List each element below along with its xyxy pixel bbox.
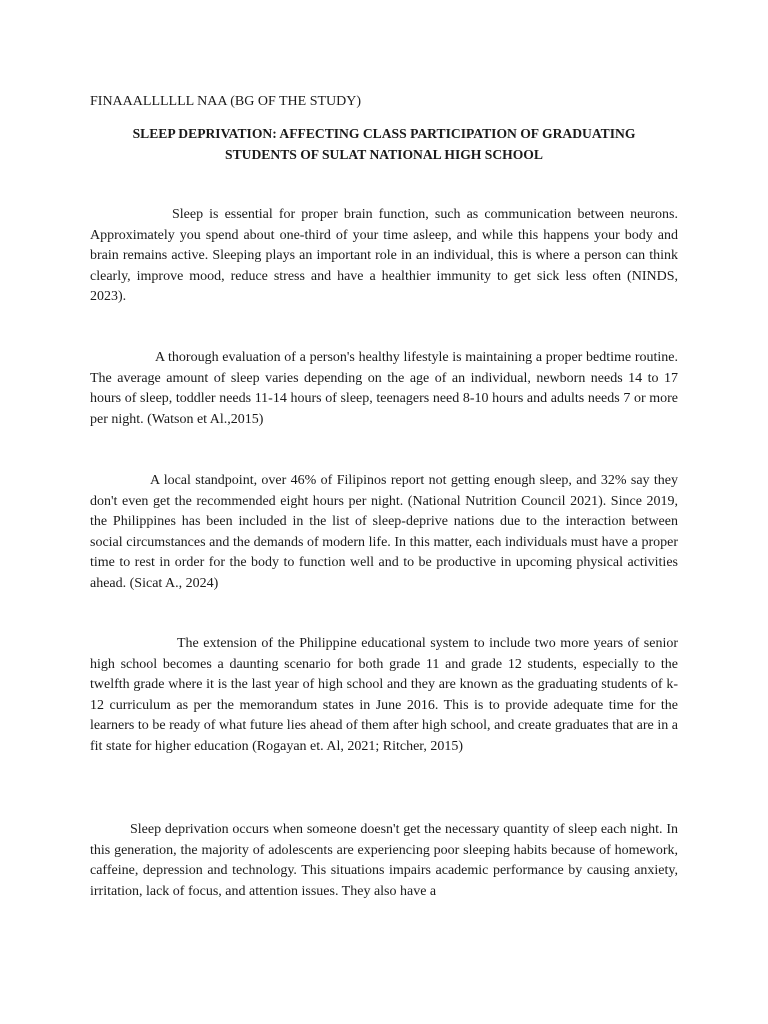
document-title bbox=[90, 124, 678, 165]
title-line-2: STUDENTS OF SULAT NATIONAL HIGH SCHOOL bbox=[225, 146, 543, 162]
paragraph-local-standpoint: A local standpoint, over 46% of Filipinos report not getting enough sleep, and 32% say they don't even get the recommended eight hours per night. (National Nutrition Council 2021). Since 2019, the Philippines has been included in the list of sleep-deprive nations due to the interaction between social circumstances and the demands of modern life. In this matter, each individuals must have a proper time to rest in order for the body to function well and to be productive in upcoming physical activities ahead. (Sicat A., 2024) bbox=[90, 473, 678, 591]
paragraph-brain-function: Sleep is essential for proper brain function, such as communication between neurons. Approximately you spend about one-third of your time asleep, and while this happens your body and brain remains active. Sleeping plays an important role in an individual, this is where a person can think clearly, improve mood, reduce stress and have a healthier immunity to get sick less often (NINDS, 2023). bbox=[90, 207, 678, 305]
paragraph-bedtime-routine: A thorough evaluation of a person's healthy lifestyle is maintaining a proper bedtime routine. The average amount of sleep varies depending on the age of an individual, newborn needs 14 to 17 hours of sleep, toddler needs 11-14 hours of sleep, teenagers need 8-10 hours and adults needs 7 or more per night. (Watson et Al.,2015) bbox=[90, 350, 678, 427]
paragraph-sleep-deprivation: Sleep deprivation occurs when someone doesn't get the necessary quantity of sleep each night. In this generation, the majority of adolescents are experiencing poor sleeping habits because of homework, caffeine, depression and technology. This situations impairs academic performance by causing anxiety, irritation, lack of focus, and attention issues. They also have a bbox=[90, 822, 678, 899]
document-header: FINAAALLLLLL NAA (BG OF THE STUDY) bbox=[90, 94, 362, 109]
paragraph-education-system: The extension of the Philippine educational system to include two more years of senior high school becomes a daunting scenario for both grade 11 and grade 12 students, especially to the twelfth grade where it is the last year of high school and they are known as the graduating students of k-12 curriculum as per the memorandum states in June 2016. This is to provide adequate time for the learners to be ready of what future lies ahead of them after high school, and create graduates that are in a fit state for higher education (Rogayan et. Al, 2021; Ritcher, 2015) bbox=[90, 636, 678, 754]
title-line-1: SLEEP DEPRIVATION: AFFECTING CLASS PARTICIPATION OF GRADUATING bbox=[132, 126, 636, 141]
